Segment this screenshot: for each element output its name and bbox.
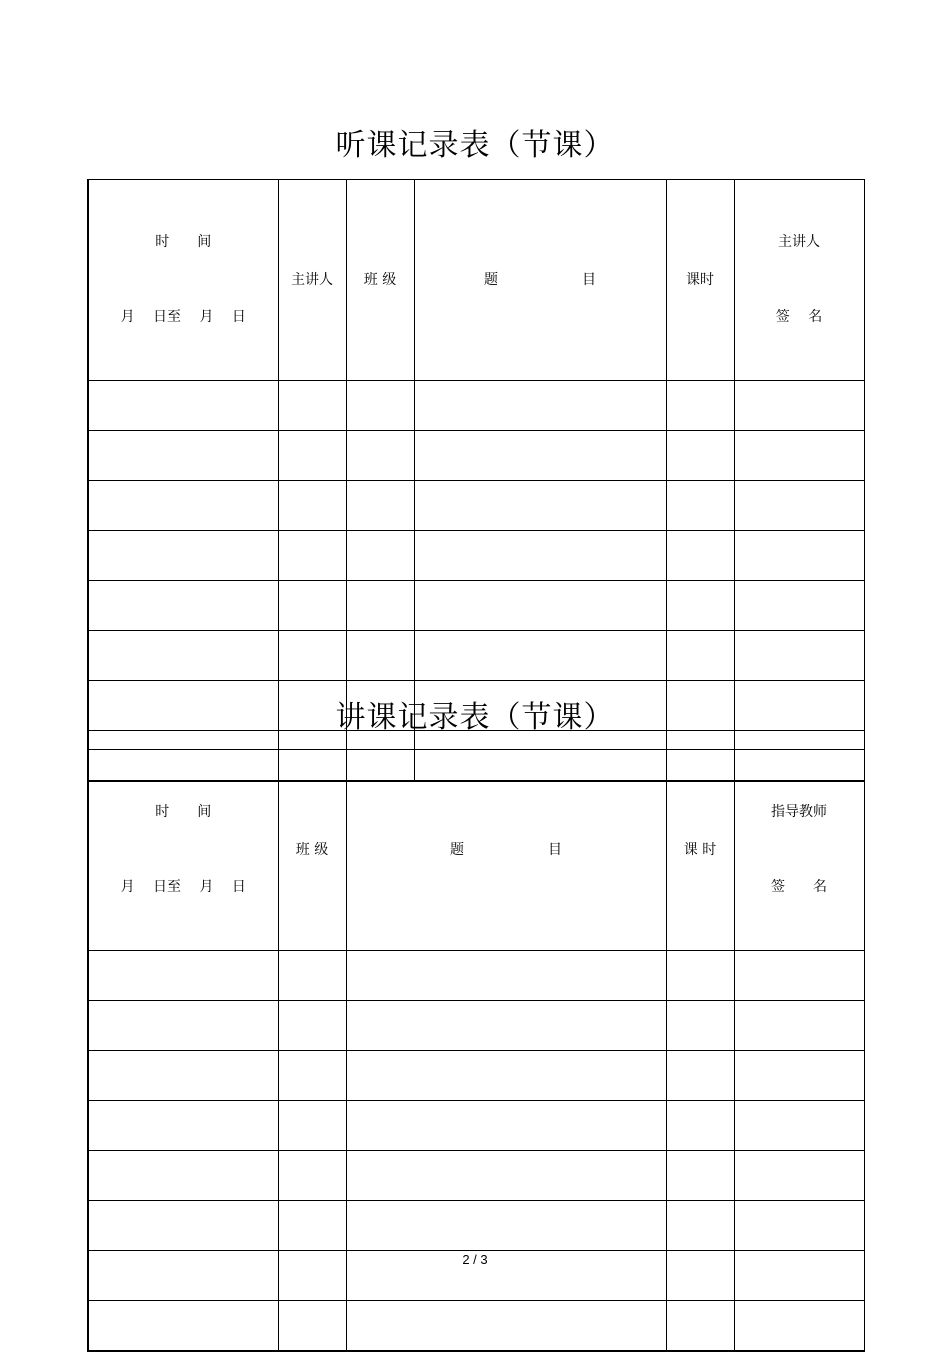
cell-topic[interactable] (346, 1201, 666, 1251)
cell-class[interactable] (278, 1201, 346, 1251)
header-topic: 题 目 (346, 750, 666, 951)
cell-hours[interactable] (666, 1051, 734, 1101)
header-hours: 课 时 (666, 750, 734, 951)
cell-hours[interactable] (666, 951, 734, 1001)
cell-signature[interactable] (734, 481, 864, 531)
cell-class[interactable] (278, 1101, 346, 1151)
cell-class[interactable] (346, 581, 414, 631)
cell-topic[interactable] (346, 1301, 666, 1352)
cell-class[interactable] (278, 951, 346, 1001)
cell-topic[interactable] (414, 631, 666, 681)
cell-class[interactable] (346, 381, 414, 431)
cell-time[interactable] (88, 581, 278, 631)
cell-hours[interactable] (666, 1151, 734, 1201)
header-date-range: 月 日至 月 日 (120, 879, 246, 895)
cell-hours[interactable] (666, 581, 734, 631)
header-supervisor: 指导教师 (771, 804, 827, 820)
cell-topic[interactable] (346, 1051, 666, 1101)
table-row (88, 381, 864, 431)
cell-lecturer[interactable] (278, 381, 346, 431)
cell-time[interactable] (88, 1101, 278, 1151)
cell-time[interactable] (88, 1301, 278, 1352)
table-row (88, 531, 864, 581)
listening-record-title: 听课记录表（节课） (335, 128, 615, 163)
cell-hours[interactable] (666, 531, 734, 581)
cell-hours[interactable] (666, 1301, 734, 1352)
table-row (88, 581, 864, 631)
cell-hours[interactable] (666, 1201, 734, 1251)
page-number: 2 / 3 (462, 1252, 488, 1267)
header-signature (734, 750, 864, 951)
header-signer: 主讲人 (778, 234, 820, 250)
table-header-row (88, 750, 864, 951)
header-time (88, 180, 278, 381)
cell-signature[interactable] (734, 1101, 864, 1151)
cell-time[interactable] (88, 1201, 278, 1251)
cell-signature[interactable] (734, 631, 864, 681)
cell-class[interactable] (346, 481, 414, 531)
table-row (88, 1301, 864, 1352)
table-row (88, 1001, 864, 1051)
table-row (88, 1101, 864, 1151)
table-row (88, 1201, 864, 1251)
cell-class[interactable] (346, 531, 414, 581)
cell-class[interactable] (346, 631, 414, 681)
cell-lecturer[interactable] (278, 581, 346, 631)
cell-signature[interactable] (734, 1151, 864, 1201)
cell-hours[interactable] (666, 631, 734, 681)
table-row (88, 431, 864, 481)
cell-topic[interactable] (414, 481, 666, 531)
cell-topic[interactable] (346, 1101, 666, 1151)
table-header-row (88, 180, 864, 381)
header-signature (734, 180, 864, 381)
cell-signature[interactable] (734, 951, 864, 1001)
cell-lecturer[interactable] (278, 481, 346, 531)
cell-topic[interactable] (414, 531, 666, 581)
header-class: 班 级 (346, 180, 414, 381)
cell-lecturer[interactable] (278, 531, 346, 581)
table-row (88, 481, 864, 531)
table-row (88, 1151, 864, 1201)
cell-hours[interactable] (666, 431, 734, 481)
cell-lecturer[interactable] (278, 631, 346, 681)
table-row (88, 1051, 864, 1101)
header-time-label: 时 间 (155, 234, 212, 250)
cell-class[interactable] (278, 1001, 346, 1051)
header-date-range: 月 日至 月 日 (120, 309, 246, 325)
cell-signature[interactable] (734, 1051, 864, 1101)
cell-topic[interactable] (414, 381, 666, 431)
cell-hours[interactable] (666, 1001, 734, 1051)
header-time (88, 750, 278, 951)
cell-topic[interactable] (414, 581, 666, 631)
cell-topic[interactable] (346, 1001, 666, 1051)
cell-time[interactable] (88, 381, 278, 431)
cell-topic[interactable] (346, 1151, 666, 1201)
header-sign: 签 名 (775, 309, 823, 325)
cell-time[interactable] (88, 531, 278, 581)
cell-lecturer[interactable] (278, 431, 346, 481)
cell-time[interactable] (88, 951, 278, 1001)
cell-time[interactable] (88, 1001, 278, 1051)
cell-signature[interactable] (734, 431, 864, 481)
cell-signature[interactable] (734, 1001, 864, 1051)
cell-time[interactable] (88, 1151, 278, 1201)
cell-signature[interactable] (734, 1301, 864, 1352)
cell-class[interactable] (278, 1151, 346, 1201)
cell-topic[interactable] (346, 951, 666, 1001)
cell-class[interactable] (278, 1051, 346, 1101)
cell-hours[interactable] (666, 381, 734, 431)
header-class: 班 级 (278, 750, 346, 951)
cell-signature[interactable] (734, 1201, 864, 1251)
cell-signature[interactable] (734, 381, 864, 431)
cell-time[interactable] (88, 481, 278, 531)
header-sign: 签 名 (771, 879, 827, 895)
header-time-label: 时 间 (155, 804, 212, 820)
cell-time[interactable] (88, 631, 278, 681)
table-row (88, 951, 864, 1001)
cell-time[interactable] (88, 1051, 278, 1101)
cell-class[interactable] (346, 431, 414, 481)
table-row (88, 631, 864, 681)
header-hours: 课时 (666, 180, 734, 381)
header-topic: 题 目 (414, 180, 666, 381)
cell-class[interactable] (278, 1301, 346, 1352)
lecturing-record-title: 讲课记录表（节课） (335, 700, 615, 735)
header-lecturer: 主讲人 (278, 180, 346, 381)
cell-hours[interactable] (666, 1101, 734, 1151)
cell-hours[interactable] (666, 481, 734, 531)
cell-signature[interactable] (734, 531, 864, 581)
cell-time[interactable] (88, 431, 278, 481)
cell-topic[interactable] (414, 431, 666, 481)
cell-signature[interactable] (734, 581, 864, 631)
